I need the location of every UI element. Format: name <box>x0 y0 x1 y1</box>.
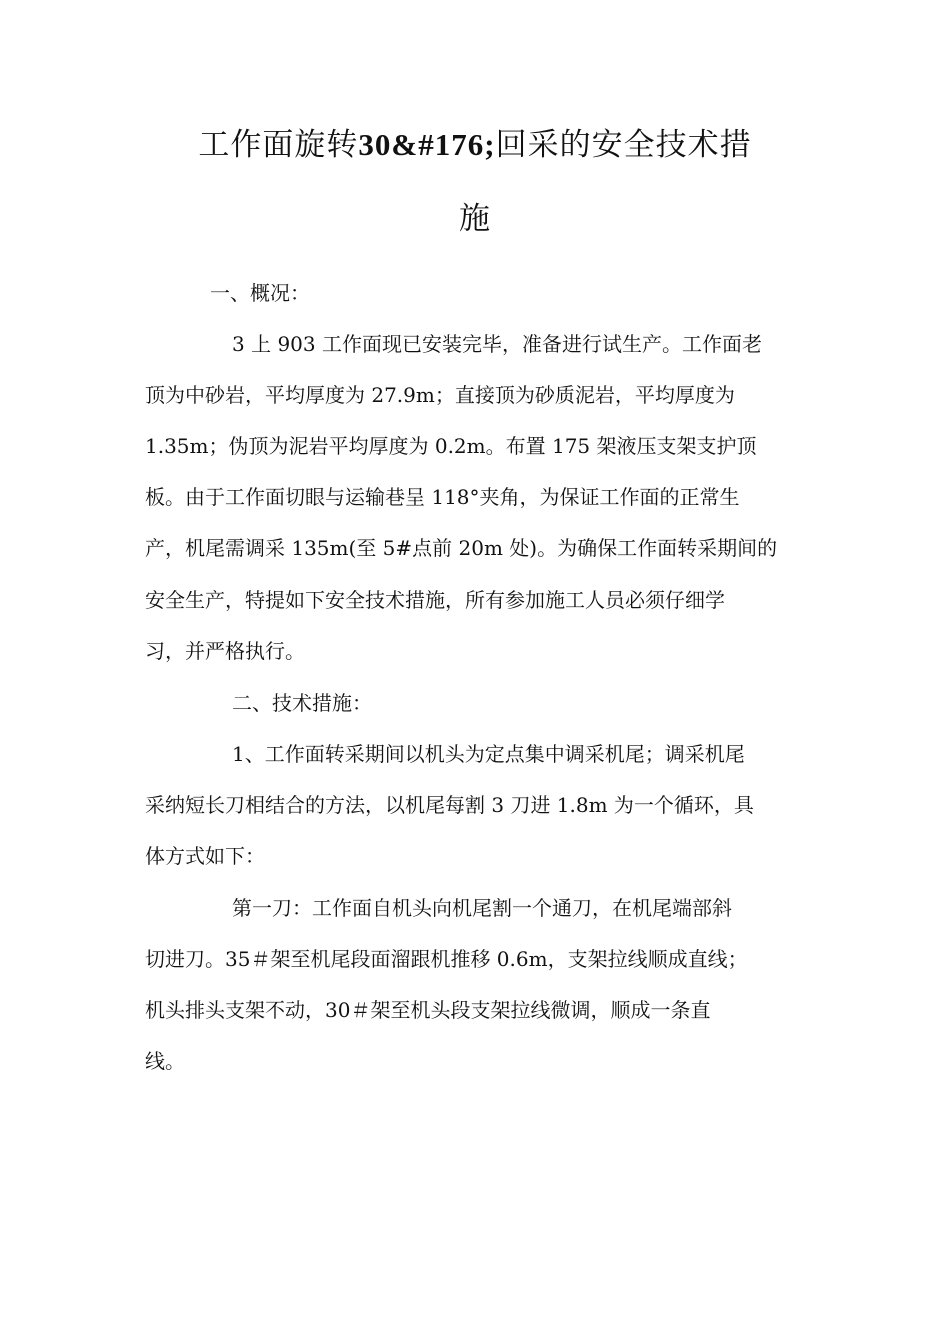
cut-step-line: 线。 <box>145 1049 185 1073</box>
overview-line: 产，机尾需调采 135m(至 5#点前 20m 处)。为确保工作面转采期间的 <box>145 536 778 560</box>
overview-line: 顶为中砂岩，平均厚度为 27.9m；直接顶为砂质泥岩，平均厚度为 <box>145 383 735 407</box>
cut-step-line: 机头排头支架不动，30＃架至机头段支架拉线微调，顺成一条直 <box>145 998 711 1022</box>
overview-line: 习，并严格执行。 <box>145 639 305 663</box>
overview-line: 板。由于工作面切眼与运输巷呈 118°夹角，为保证工作面的正常生 <box>145 485 740 509</box>
overview-line: 安全生产，特提如下安全技术措施，所有参加施工人员必须仔细学 <box>145 588 725 612</box>
measure-line: 采纳短长刀相结合的方法，以机尾每割 3 刀进 1.8m 为一个循环，具 <box>145 793 754 817</box>
title-text-a: 工作面旋转 <box>198 127 359 163</box>
document-title-line-1 <box>145 127 805 163</box>
document-title-line-2: 施 <box>459 201 491 237</box>
section-heading-overview: 一、概况： <box>210 281 310 305</box>
title-degree-number: 30&#176; <box>358 127 496 162</box>
cut-step-line: 第一刀：工作面自机头向机尾割一个通刀，在机尾端部斜 <box>232 896 732 920</box>
cut-step-line: 切进刀。35＃架至机尾段面溜跟机推移 0.6m，支架拉线顺成直线； <box>145 947 748 971</box>
measure-line: 1、工作面转采期间以机头为定点集中调采机尾；调采机尾 <box>232 742 745 766</box>
title-text-b: 回采的安全技术措 <box>495 127 752 163</box>
overview-line: 3 上 903 工作面现已安装完毕，准备进行试生产。工作面老 <box>232 332 762 356</box>
section-heading-measures: 二、技术措施： <box>232 691 372 715</box>
overview-line: 1.35m；伪顶为泥岩平均厚度为 0.2m。布置 175 架液压支架支护顶 <box>145 434 757 458</box>
measure-line: 体方式如下： <box>145 844 265 868</box>
